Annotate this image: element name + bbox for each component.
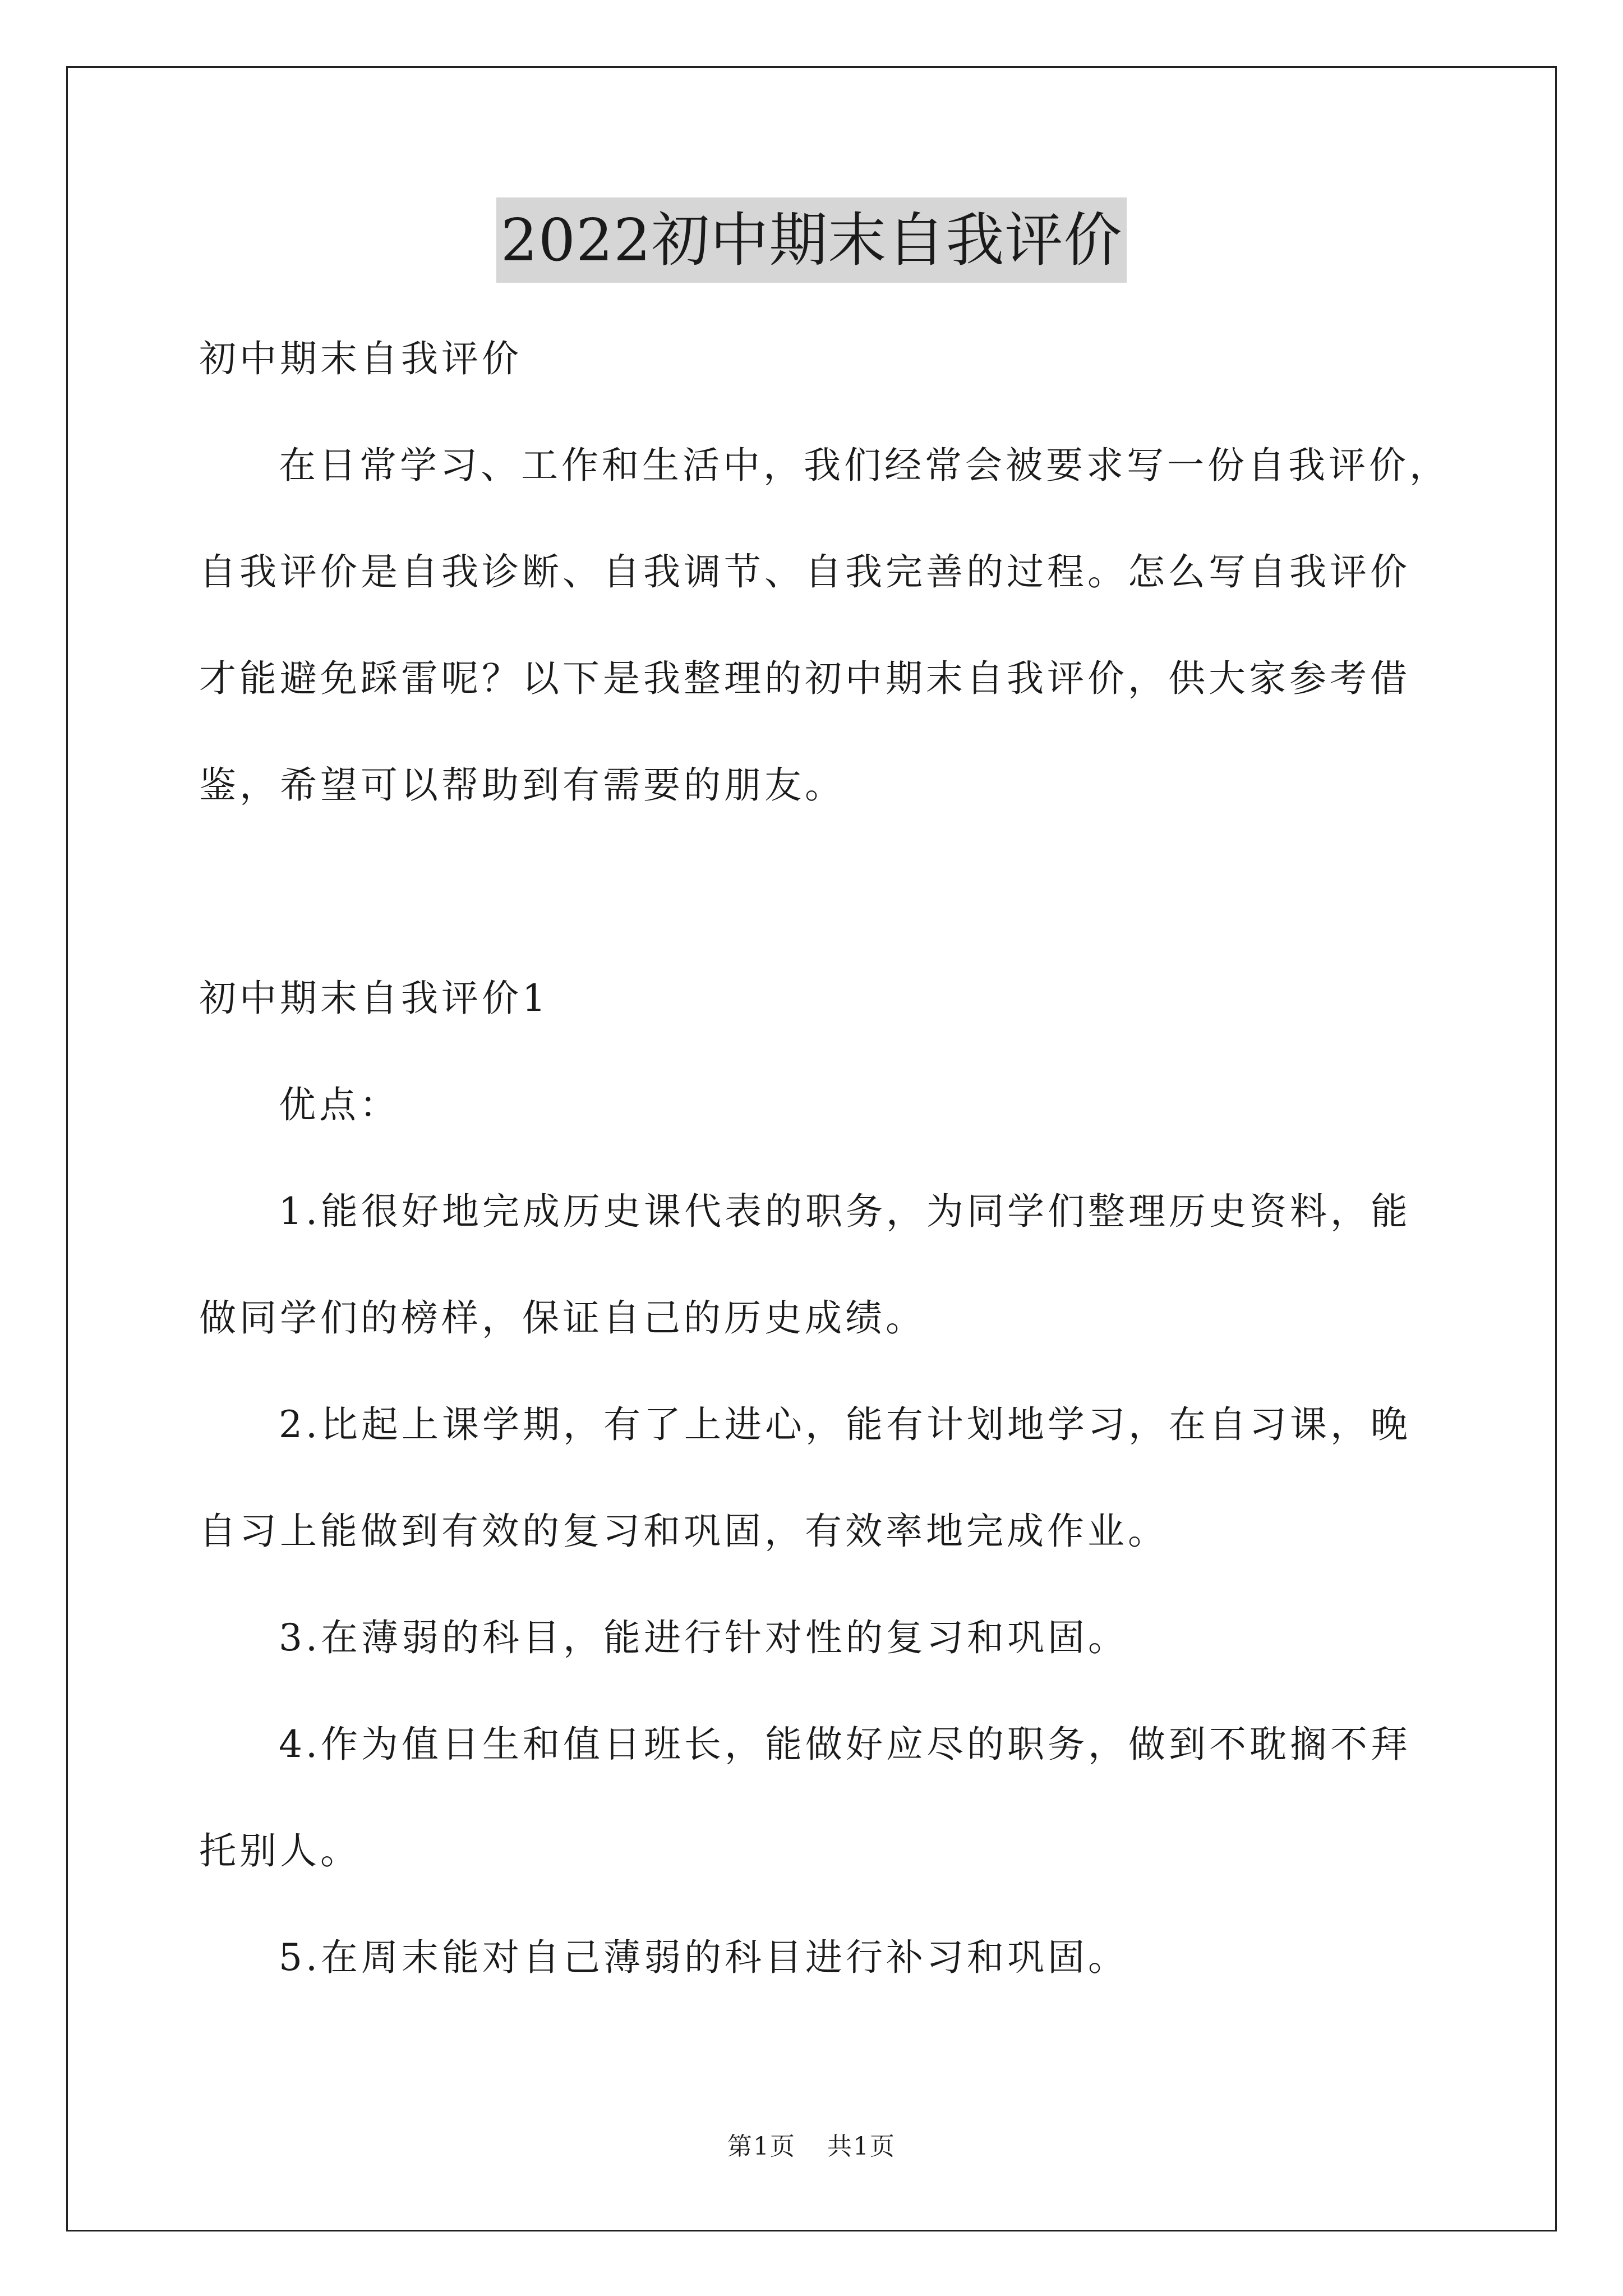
page-number: 第1页: [727, 2132, 796, 2161]
intro-line: 才能避免踩雷呢？以下是我整理的初中期末自我评价，供大家参考借: [199, 657, 1410, 700]
list-item-line: 托别人。: [199, 1829, 361, 1872]
list-item-line: 1.能很好地完成历史课代表的职务，为同学们整理历史资料，能: [279, 1190, 1411, 1233]
intro-line: 在日常学习、工作和生活中，我们经常会被要求写一份自我评价，: [279, 444, 1450, 487]
title-container: [0, 197, 1623, 283]
list-item-line: 做同学们的榜样，保证自己的历史成绩。: [199, 1296, 926, 1340]
page-footer: [0, 2126, 1623, 2162]
document-title: 2022初中期末自我评价: [496, 197, 1127, 283]
document-subtitle: 初中期末自我评价: [199, 337, 522, 380]
list-item-line: 2.比起上课学期，有了上进心，能有计划地学习，在自习课，晚: [279, 1403, 1411, 1446]
document-body: [199, 306, 1450, 2011]
list-item-line: 3.在薄弱的科目，能进行针对性的复习和巩固。: [279, 1616, 1128, 1659]
intro-line: 鉴，希望可以帮助到有需要的朋友。: [199, 763, 845, 807]
spacer: [199, 839, 1433, 945]
intro-line: 自我评价是自我诊断、自我调节、自我完善的过程。怎么写自我评价: [199, 550, 1410, 593]
section-heading: 初中期末自我评价1: [199, 977, 549, 1020]
list-item-line: 4.作为值日生和值日班长，能做好应尽的职务，做到不耽搁不拜: [279, 1723, 1411, 1766]
list-item-line: 自习上能做到有效的复习和巩固，有效率地完成作业。: [199, 1510, 1168, 1553]
strengths-label: 优点：: [279, 1083, 400, 1126]
page-total: 共1页: [827, 2132, 896, 2161]
list-item-line: 5.在周末能对自己薄弱的科目进行补习和巩固。: [279, 1936, 1128, 1979]
